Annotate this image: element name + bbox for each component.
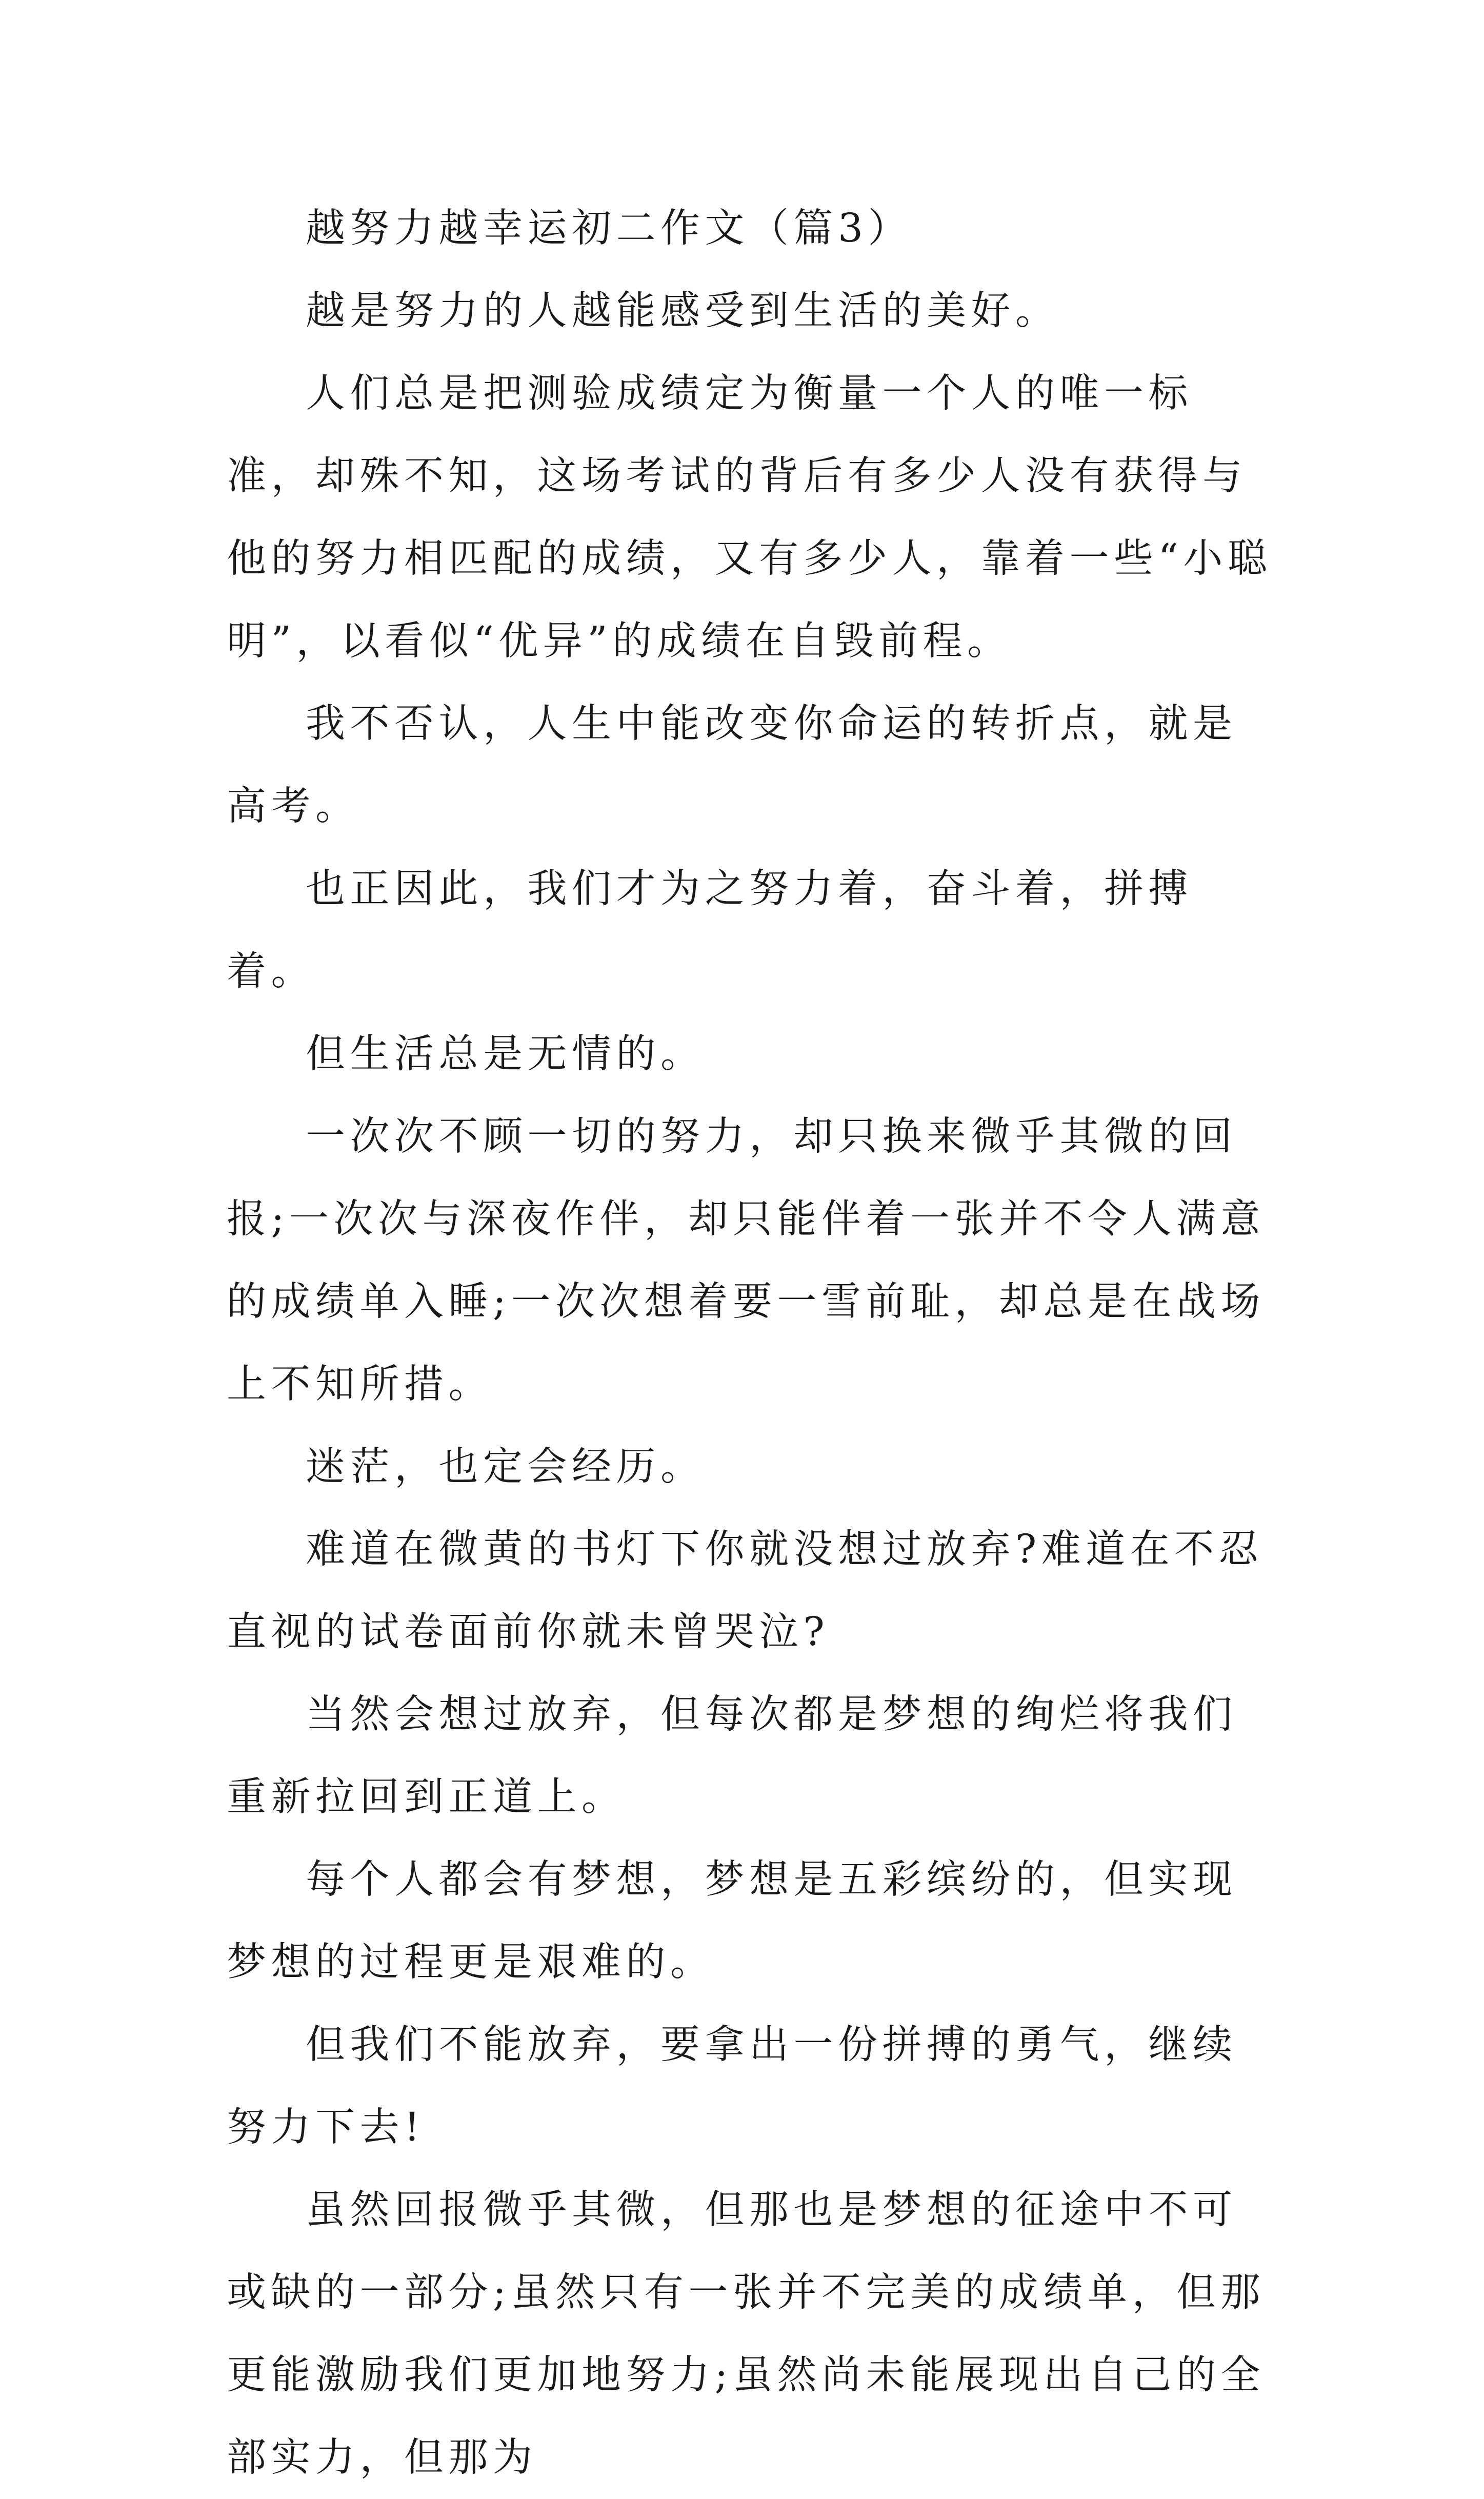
paragraph: 也正因此，我们才为之努力着，奋斗着，拼搏着。	[227, 866, 1193, 994]
paragraph: 越是努力的人越能感受到生活的美好。	[306, 288, 1060, 334]
paragraph: 迷茫，也定会经历。	[306, 1444, 705, 1490]
paragraph: 虽然回报微乎其微，但那也是梦想的征途中不可或缺的一部分;虽然只有一张并不完美的成绩单，但那更能激励我们更加地努力;虽然尚未能展现出自己的全部实力，但那为	[227, 2187, 1265, 2481]
paragraph: 但我们不能放弃，要拿出一份拼搏的勇气，继续努力下去!	[227, 2022, 1237, 2150]
paragraph: 难道在微黄的书灯下你就没想过放弃?难道在不忍直视的试卷面前你就未曾哭泣?	[227, 1527, 1264, 1655]
paragraph: 人们总是把测验成绩定为衡量一个人的唯一标准，却殊不知，这场考试的背后有多少人没有获得与他的努力相匹配的成绩，又有多少人，靠着一些“小聪明”，以看似“优异”的成绩在自毁前程。	[227, 371, 1272, 664]
essay-title: 越努力越幸运初二作文（篇3）	[306, 206, 912, 251]
document-body	[227, 187, 1278, 2499]
paragraph: 但生活总是无情的。	[306, 1031, 705, 1077]
paragraph: 我不否认，人生中能改变你命运的转折点，就是高考。	[227, 701, 1237, 829]
paragraph: 当然会想过放弃，但每次都是梦想的绚烂将我们重新拉回到正道上。	[227, 1692, 1237, 1820]
paragraph: 每个人都会有梦想，梦想是五彩缤纷的，但实现梦想的过程更是艰难的。	[227, 1857, 1237, 1985]
paragraph: 一次次不顾一切的努力，却只换来微乎其微的回报;一次次与深夜作伴，却只能伴着一张并不令人满意的成绩单入睡;一次次想着要一雪前耻，却总是在战场上不知所措。	[227, 1114, 1265, 1407]
